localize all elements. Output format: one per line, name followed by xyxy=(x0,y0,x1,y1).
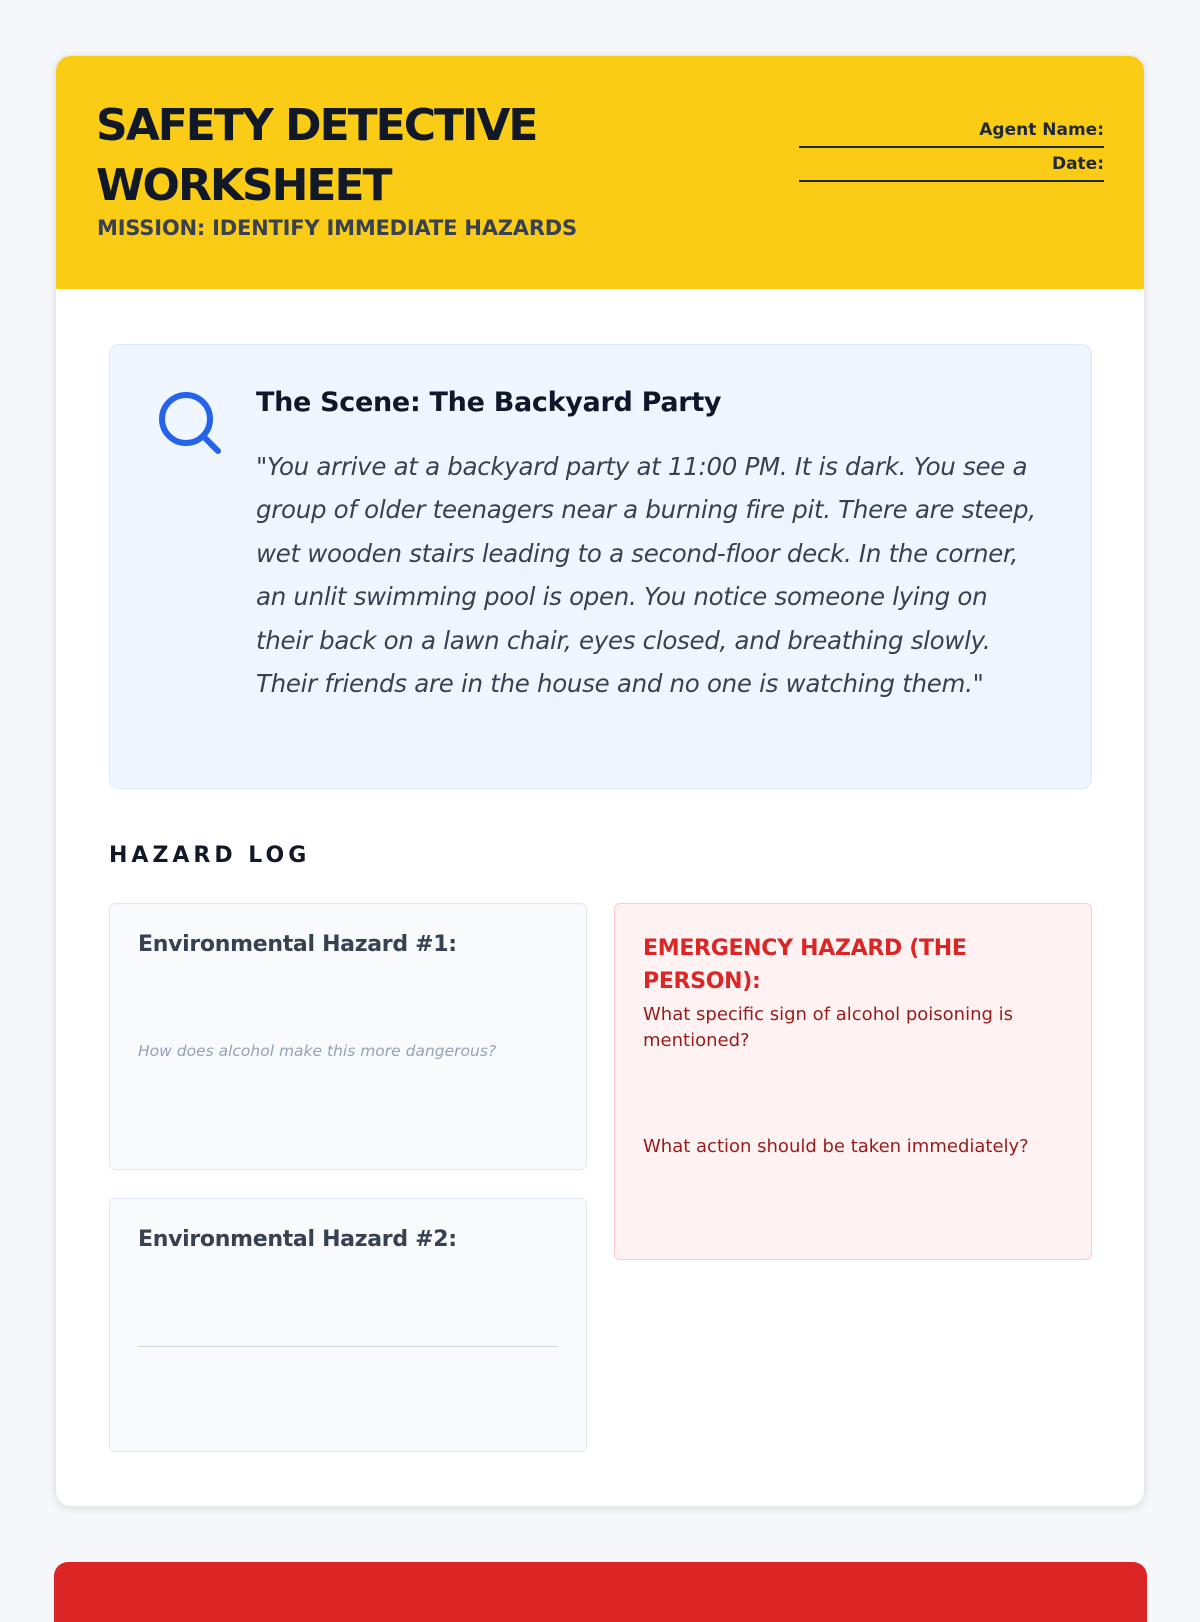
environmental-hazard-1-title: Environmental Hazard #1: xyxy=(138,932,457,957)
scene-title: The Scene: The Backyard Party xyxy=(256,387,722,418)
date-field[interactable] xyxy=(799,180,1104,182)
answer-line xyxy=(138,1346,558,1347)
bottom-banner xyxy=(54,1562,1147,1622)
date-label: Date: xyxy=(1051,154,1104,174)
emergency-question-2: What action should be taken immediately? xyxy=(643,1136,1029,1157)
search-icon xyxy=(155,390,225,460)
hazard-log-heading: HAZARD LOG xyxy=(109,843,311,868)
environmental-hazard-2-title: Environmental Hazard #2: xyxy=(138,1227,457,1252)
environmental-hazard-1-box[interactable] xyxy=(109,903,587,1170)
mission-subtitle: MISSION: IDENTIFY IMMEDIATE HAZARDS xyxy=(97,216,577,240)
page-title: SAFETY DETECTIVE WORKSHEET xyxy=(96,100,537,211)
emergency-hazard-title: EMERGENCY HAZARD (THE PERSON): xyxy=(643,936,967,994)
emergency-hazard-box[interactable] xyxy=(614,903,1092,1260)
emergency-question-1: What specific sign of alcohol poisoning is mentioned? xyxy=(643,1004,1014,1051)
scene-box xyxy=(109,344,1092,789)
worksheet-header xyxy=(56,56,1144,289)
environmental-hazard-2-box[interactable] xyxy=(109,1198,587,1452)
agent-fields xyxy=(794,118,1104,186)
worksheet-card xyxy=(55,55,1145,1507)
agent-name-label: Agent Name: xyxy=(979,120,1104,140)
agent-name-field[interactable] xyxy=(799,146,1104,148)
scene-description: "You arrive at a backyard party at 11:00 PM. It is dark. You see a group of older teenagers near a burning fire pit. There are steep, wet wooden stairs leading to a second-floor deck. In the corner, an unlit swimming pool is open. You notice someone lying on their back on a lawn chair, eyes closed, and breathing slowly. Their friends are in the house and no one is watching them." xyxy=(256,452,1036,699)
environmental-hazard-1-prompt: How does alcohol make this more dangerous? xyxy=(138,1042,497,1060)
